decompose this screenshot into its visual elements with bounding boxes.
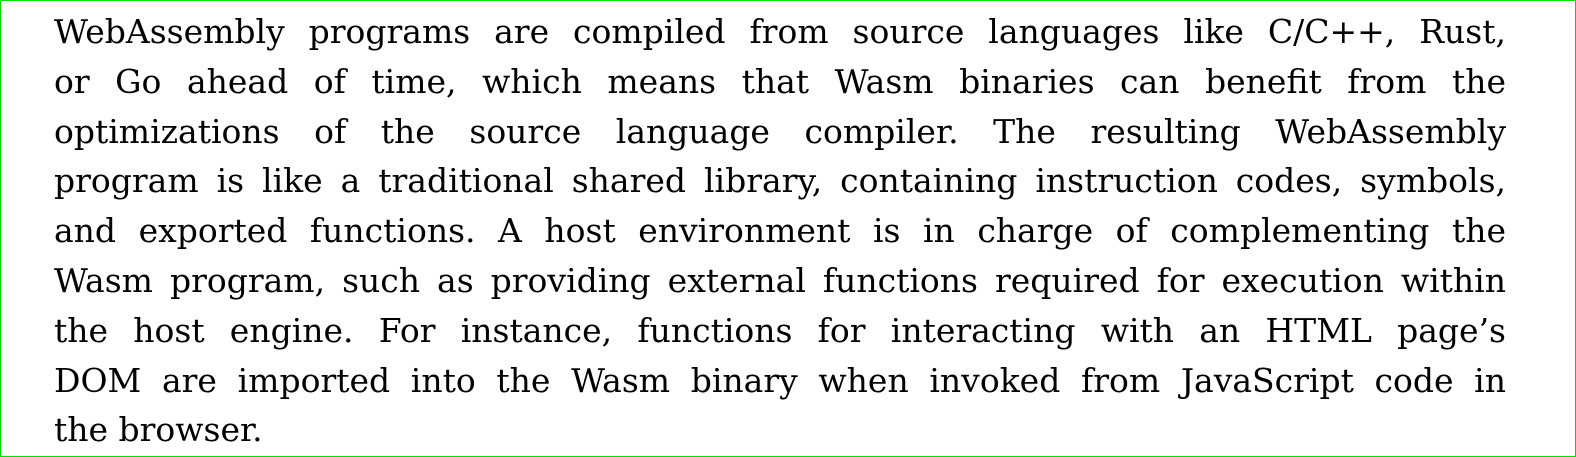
body-paragraph — [54, 7, 1506, 455]
paragraph-line: optimizations of the source language compiler. The resulting WebAssembly — [54, 111, 1506, 151]
paragraph-line: and exported functions. A host environment is in charge of complementing the — [54, 211, 1506, 251]
paragraph-line: Wasm program, such as providing external functions required for execution within — [54, 260, 1506, 300]
paragraph-line: WebAssembly programs are compiled from source languages like C/C++, Rust, — [54, 12, 1506, 51]
paragraph-line: the host engine. For instance, functions for interacting with an HTML page’s — [54, 310, 1506, 350]
paragraph-line: the browser. — [54, 410, 263, 450]
paragraph-line: program is like a traditional shared library, containing instruction codes, symbols, — [54, 161, 1506, 201]
paragraph-line: DOM are imported into the Wasm binary when invoked from JavaScript code in — [54, 360, 1506, 400]
paragraph-line: or Go ahead of time, which means that Wasm binaries can benefit from the — [54, 61, 1506, 101]
